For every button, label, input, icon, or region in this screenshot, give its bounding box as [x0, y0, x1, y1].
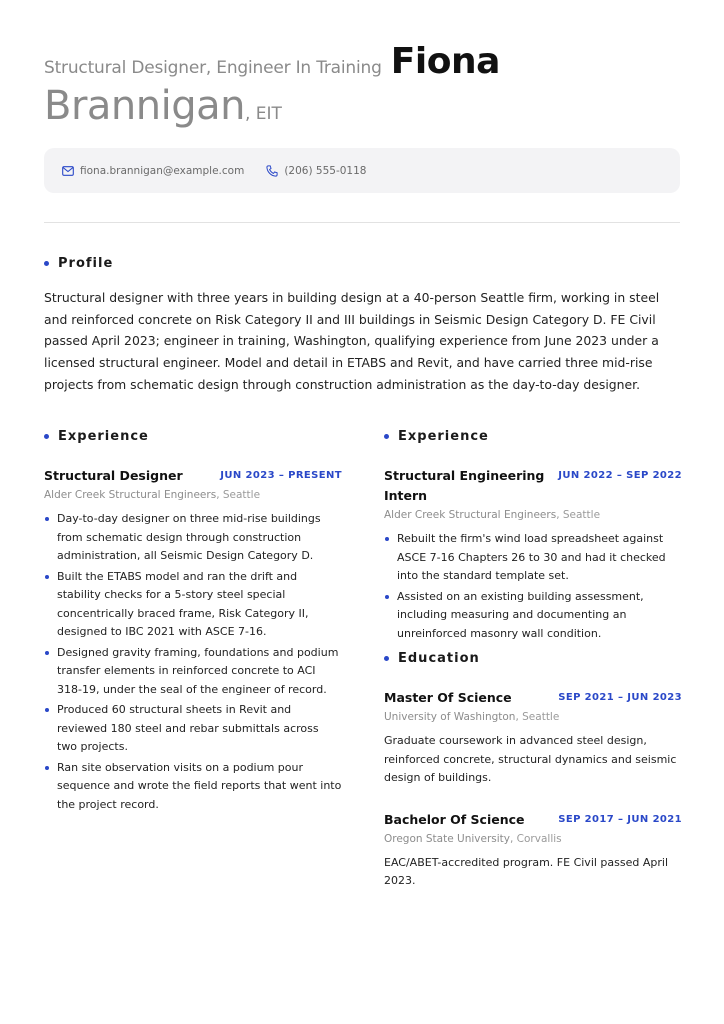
profile-text: Structural designer with three years in building design at a 40-person Seattle firm, working in steel and reinforced concrete on Risk Category II and III buildings in Seismic Design Category D. FE Civil passed April 2023; engineer in training, Washington, qualifying experience from June 2023 under a licensed structural engineer. Model and detail in ETABS and Revit, and have carried three mid-rise projects from schematic design through construction administration as the day-to-day designer. [44, 290, 660, 392]
profile-heading [44, 256, 680, 271]
bullet-dot-icon [384, 656, 389, 661]
phone-text[interactable]: (206) 555-0118 [284, 164, 367, 177]
school-name: Oregon State University [384, 832, 510, 845]
degree-title: Master Of Science [384, 690, 512, 705]
title-line [44, 41, 680, 82]
org-place: , Seattle [216, 489, 261, 501]
job-date: JUN 2022 – SEP 2022 [558, 470, 682, 481]
job-date: JUN 2023 – PRESENT [220, 470, 342, 481]
bullet-dot-icon [44, 434, 49, 439]
last-name: Brannigan [44, 83, 245, 129]
school-name: University of Washington [384, 711, 516, 723]
education-heading-text: Education [398, 651, 480, 666]
education-entry [384, 810, 682, 891]
right-column [384, 429, 682, 891]
education-entry [384, 688, 682, 788]
phone-icon [266, 165, 278, 177]
job-entry [44, 466, 342, 814]
experience-heading [44, 429, 342, 444]
education-date: SEP 2021 – JUN 2023 [558, 692, 682, 703]
list-item: Day-to-day designer on three mid-rise buildings from schematic design through construction administration, all Seismic Design Category D. [44, 510, 342, 566]
school-place: , Corvallis [510, 832, 562, 845]
resume-header [44, 41, 680, 129]
list-item: Ran site observation visits on a podium pour sequence and wrote the field reports that went into the project record. [44, 759, 342, 815]
org-name: Alder Creek Structural Engineers [384, 509, 557, 521]
school [384, 833, 682, 845]
job-bullets [44, 510, 342, 814]
job-organization [384, 509, 682, 521]
header-divider [44, 222, 680, 223]
list-item: Produced 60 structural sheets in Revit and reviewed 180 steel and rebar submittals across two projects. [44, 701, 342, 757]
email-text[interactable]: fiona.brannigan@example.com [80, 164, 245, 177]
profile-heading-text: Profile [58, 256, 114, 271]
contact-phone[interactable] [266, 165, 366, 177]
education-description: Graduate coursework in advanced steel design, reinforced concrete, structural dynamics and seismic design of buildings. [384, 734, 677, 784]
profile-section [44, 256, 680, 396]
job-bullets [384, 530, 682, 643]
job-title: Structural Engineering Intern [384, 468, 545, 503]
job-entry [384, 466, 682, 643]
contact-email[interactable] [62, 165, 244, 177]
education-heading [384, 651, 682, 666]
school-place: , Seattle [515, 711, 560, 723]
contact-bar [44, 148, 680, 193]
degree-title: Bachelor Of Science [384, 811, 525, 827]
list-item: Built the ETABS model and ran the drift and stability checks for a 5-story steel special concentrically braced frame, Risk Category II, designed to IBC 2021 with ASCE 7-16. [44, 568, 342, 642]
experience-heading-text: Experience [398, 429, 489, 444]
first-name: Fiona [390, 41, 500, 82]
last-name-line [44, 83, 680, 129]
list-item: Designed gravity framing, foundations and podium transfer elements in reinforced concrete to ACI 318-19, under the seal of the engineer of record. [44, 644, 342, 700]
job-organization [44, 489, 342, 501]
bullet-dot-icon [44, 261, 49, 266]
name-suffix: , EIT [244, 104, 282, 124]
org-name: Alder Creek Structural Engineers [44, 489, 217, 501]
mail-icon [62, 166, 74, 176]
school [384, 711, 682, 723]
bullet-dot-icon [384, 434, 389, 439]
list-item: Rebuilt the firm's wind load spreadsheet against ASCE 7-16 Chapters 26 to 30 and had it checked into the standard template set. [384, 530, 682, 586]
job-subtitle: Structural Designer, Engineer In Training [44, 58, 382, 78]
education-date: SEP 2017 – JUN 2021 [558, 813, 682, 825]
left-column [44, 429, 342, 816]
list-item: Assisted on an existing building assessment, including measuring and documenting an unreinforced masonry wall condition. [384, 588, 682, 644]
education-description: EAC/ABET-accredited program. FE Civil passed April 2023. [384, 855, 669, 887]
job-title: Structural Designer [44, 468, 183, 483]
experience-heading [384, 429, 682, 444]
org-place: , Seattle [556, 509, 601, 521]
experience-heading-text: Experience [58, 429, 149, 444]
